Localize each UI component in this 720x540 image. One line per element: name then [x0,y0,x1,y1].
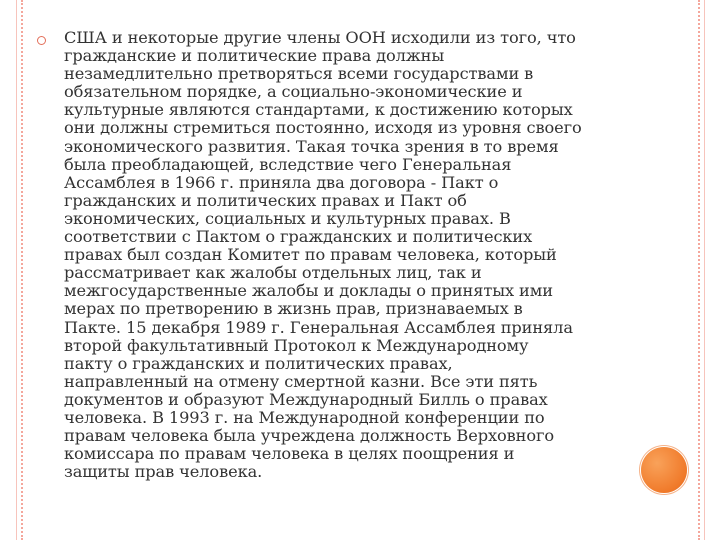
right-border-line [704,0,705,540]
left-border-dotted [21,0,23,540]
left-border-line [16,0,17,540]
orange-circle-decoration [641,447,687,493]
bullet-icon [37,36,46,45]
right-border-dotted [698,0,700,540]
slide-body-text: США и некоторые другие члены ООН исходили из того, что гражданские и политические права должны незамедлительно претворяться всеми государствами в обязательном порядке, а социально-экономические и культурные являются стандартами, к достижению которых они должны стремиться постоянно, исходя из уровня своего экономического развития. Такая точка зрения в то время была преобладающей, вследствие чего Генеральная Ассамблея в 1966 г. приняла два договора - Пакт о гражданских и политических правах и Пакт об экономических, социальных и культурных правах. В соответствии с Пактом о гражданских и политических правах был создан Комитет по правам человека, который рассматривает как жалобы отдельных лиц, так и межгосударственные жалобы и доклады о принятых ими мерах по претворению в жизнь прав, признаваемых в Пакте. 15 декабря 1989 г. Генеральная Ассамблея приняла второй факультативный Протокол к Международному пакту о гражданских и политических правах, направленный на отмену смертной казни. Все эти пять документов и образуют Международный Билль о правах человека. В 1993 г. на Международной конференции по правам человека была учреждена должность Верховного комиссара по правам человека в целях поощрения и защиты прав человека. [64,28,582,482]
